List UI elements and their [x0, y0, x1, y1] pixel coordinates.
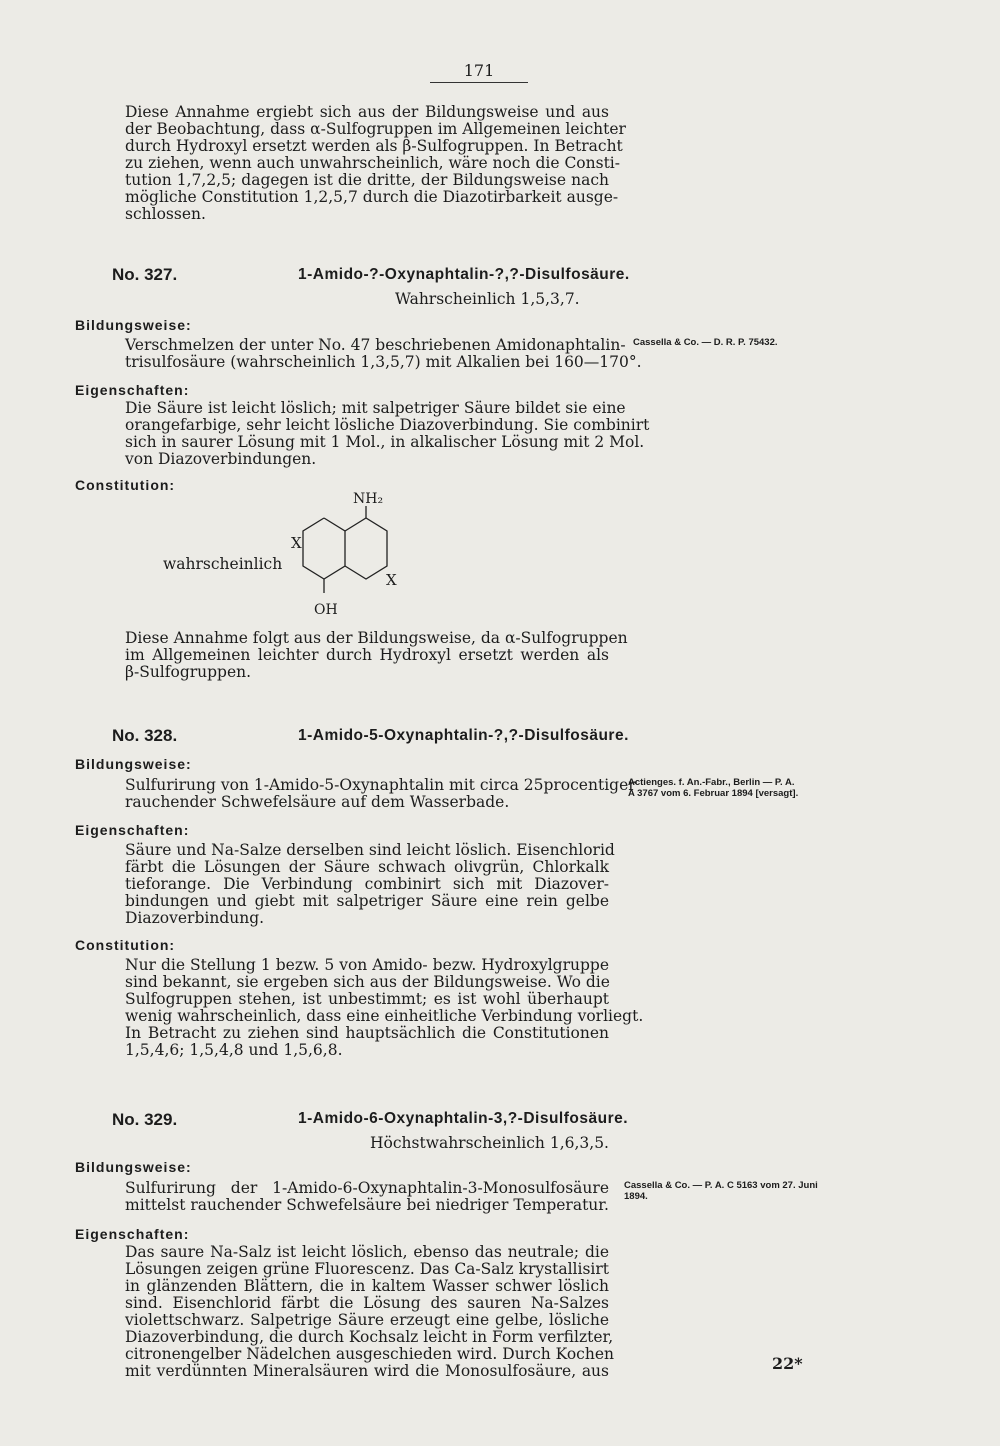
bildungsweise-text: [125, 336, 642, 371]
text-line: violettschwarz. Salpetrige Säure erzeugt eine gelbe, lösliche: [125, 1311, 609, 1329]
entry-title: 1-Amido-6-Oxynaphtalin-3,?-Disulfosäure.: [298, 1110, 629, 1127]
text-line: Die Säure ist leicht löslich; mit salpetriger Säure bildet sie eine: [125, 399, 626, 417]
text-line: Diese Annahme ergiebt sich aus der Bildungsweise und aus: [125, 103, 609, 121]
text-line: tieforange. Die Verbindung combinirt sich mit Diazover-: [125, 875, 609, 893]
text-line: in glänzenden Blättern, die in kaltem Wasser schwer löslich: [125, 1277, 609, 1295]
entry-subtitle: Wahrscheinlich 1,5,3,7.: [395, 290, 580, 308]
text-line: mittelst rauchender Schwefelsäure bei niedriger Temperatur.: [125, 1196, 609, 1214]
constitution-text: [125, 629, 628, 681]
text-line: Diazoverbindung.: [125, 909, 265, 927]
text-line: rauchender Schwefelsäure auf dem Wasserbade.: [125, 793, 510, 811]
reference-note: [624, 1180, 818, 1202]
text-line: Diazoverbindung, die durch Kochsalz leicht in Form verfilzter,: [125, 1328, 614, 1346]
text-line: im Allgemeinen leichter durch Hydroxyl ersetzt werden als: [125, 646, 609, 664]
text-line: mit verdünnten Mineralsäuren wird die Monosulfosäure, aus: [125, 1362, 609, 1380]
text-line: Actienges. f. An.-Fabr., Berlin — P. A.: [628, 777, 795, 788]
text-line: sind. Eisenchlorid färbt die Lösung des sauren Na-Salzes: [125, 1294, 609, 1312]
naphthalene-structure: [285, 492, 415, 627]
text-line: In Betracht zu ziehen sind hauptsächlich die Constitutionen: [125, 1024, 609, 1042]
entry-number: No. 329.: [112, 1110, 178, 1129]
section-label-eigenschaften: Eigenschaften:: [75, 822, 190, 838]
constitution-text: [125, 956, 644, 1059]
text-line: orangefarbige, sehr leicht lösliche Diazoverbindung. Sie combinirt: [125, 416, 650, 434]
nh2-group: NH₂: [353, 492, 384, 507]
section-label-eigenschaften: Eigenschaften:: [75, 1226, 190, 1242]
entry-title: 1-Amido-?-Oxynaphtalin-?,?-Disulfosäure.: [298, 266, 630, 283]
page-number-rule: [430, 82, 528, 83]
text-line: Diese Annahme folgt aus der Bildungsweise, da α-Sulfogruppen: [125, 629, 628, 647]
text-line: citronengelber Nädelchen ausgeschieden wird. Durch Kochen: [125, 1345, 614, 1363]
section-label-bildungsweise: Bildungsweise:: [75, 1159, 192, 1175]
text-line: Das saure Na-Salz ist leicht löslich, ebenso das neutrale; die: [125, 1243, 609, 1261]
eigenschaften-text: [125, 399, 650, 468]
reference-note: [628, 777, 798, 799]
bildungsweise-text: [125, 1180, 609, 1214]
text-line: der Beobachtung, dass α-Sulfogruppen im Allgemeinen leichter: [125, 120, 626, 138]
eigenschaften-text: [125, 1243, 614, 1380]
text-line: Verschmelzen der unter No. 47 beschriebenen Amidonaphtalin-: [125, 336, 626, 354]
signature-mark: 22*: [772, 1354, 803, 1373]
text-line: Sulfurirung von 1-Amido-5-Oxynaphtalin mit circa 25procentiger: [125, 776, 636, 794]
text-line: bindungen und giebt mit salpetriger Säure eine rein gelbe: [125, 892, 609, 910]
entry-subtitle: Höchstwahrscheinlich 1,6,3,5.: [370, 1134, 609, 1152]
text-line: A 3767 vom 6. Februar 1894 [versagt].: [628, 788, 799, 799]
text-line: wenig wahrscheinlich, dass eine einheitliche Verbindung vorliegt.: [125, 1007, 644, 1025]
entry-number: No. 328.: [112, 726, 178, 745]
section-label-eigenschaften: Eigenschaften:: [75, 382, 190, 398]
text-line: 1,5,4,6; 1,5,4,8 und 1,5,6,8.: [125, 1041, 343, 1059]
text-line: von Diazoverbindungen.: [125, 450, 317, 468]
text-line: durch Hydroxyl ersetzt werden als β-Sulfogruppen. In Betracht: [125, 137, 623, 155]
eigenschaften-text: [125, 841, 615, 927]
text-line: sich in saurer Lösung mit 1 Mol., in alkalischer Lösung mit 2 Mol.: [125, 433, 645, 451]
text-line: tution 1,7,2,5; dagegen ist die dritte, der Bildungsweise nach: [125, 171, 609, 189]
section-label-constitution: Constitution:: [75, 937, 176, 953]
text-line: Nur die Stellung 1 bezw. 5 von Amido- bezw. Hydroxylgruppe: [125, 956, 609, 974]
reference-note: Cassella & Co. — D. R. P. 75432.: [633, 337, 778, 348]
text-line: zu ziehen, wenn auch unwahrscheinlich, wäre noch die Consti-: [125, 154, 620, 172]
section-label-bildungsweise: Bildungsweise:: [75, 756, 192, 772]
x-mark-left: X: [291, 534, 302, 552]
entry-number: No. 327.: [112, 265, 178, 284]
section-label-bildungsweise: Bildungsweise:: [75, 317, 192, 333]
intro-paragraph: [125, 103, 626, 223]
entry-title: 1-Amido-5-Oxynaphtalin-?,?-Disulfosäure.: [298, 727, 629, 744]
text-line: sind bekannt, sie ergeben sich aus der Bildungsweise. Wo die: [125, 973, 610, 991]
x-mark-right: X: [386, 571, 397, 589]
text-line: Säure und Na-Salze derselben sind leicht löslich. Eisenchlorid: [125, 841, 615, 859]
text-line: mögliche Constitution 1,2,5,7 durch die Diazotirbarkeit ausge-: [125, 188, 619, 206]
text-line: β-Sulfogruppen.: [125, 663, 252, 681]
text-line: Sulfurirung der 1-Amido-6-Oxynaphtalin-3-Monosulfosäure: [125, 1179, 609, 1197]
text-line: Sulfogruppen stehen, ist unbestimmt; es ist wohl überhaupt: [125, 990, 609, 1008]
text-line: trisulfosäure (wahrscheinlich 1,3,5,7) mit Alkalien bei 160—170°.: [125, 353, 642, 371]
text-line: 1894.: [624, 1191, 648, 1202]
text-line: Cassella & Co. — P. A. C 5163 vom 27. Juni: [624, 1180, 818, 1191]
bildungsweise-text: [125, 776, 636, 811]
text-line: färbt die Lösungen der Säure schwach olivgrün, Chlorkalk: [125, 858, 609, 876]
text-line: schlossen.: [125, 205, 206, 223]
page-number: 171: [463, 61, 495, 80]
oh-group: OH: [314, 602, 338, 618]
text-line: Lösungen zeigen grüne Fluorescenz. Das Ca-Salz krystallisirt: [125, 1260, 609, 1278]
structure-prefix: wahrscheinlich: [163, 555, 283, 573]
section-label-constitution: Constitution:: [75, 477, 176, 493]
